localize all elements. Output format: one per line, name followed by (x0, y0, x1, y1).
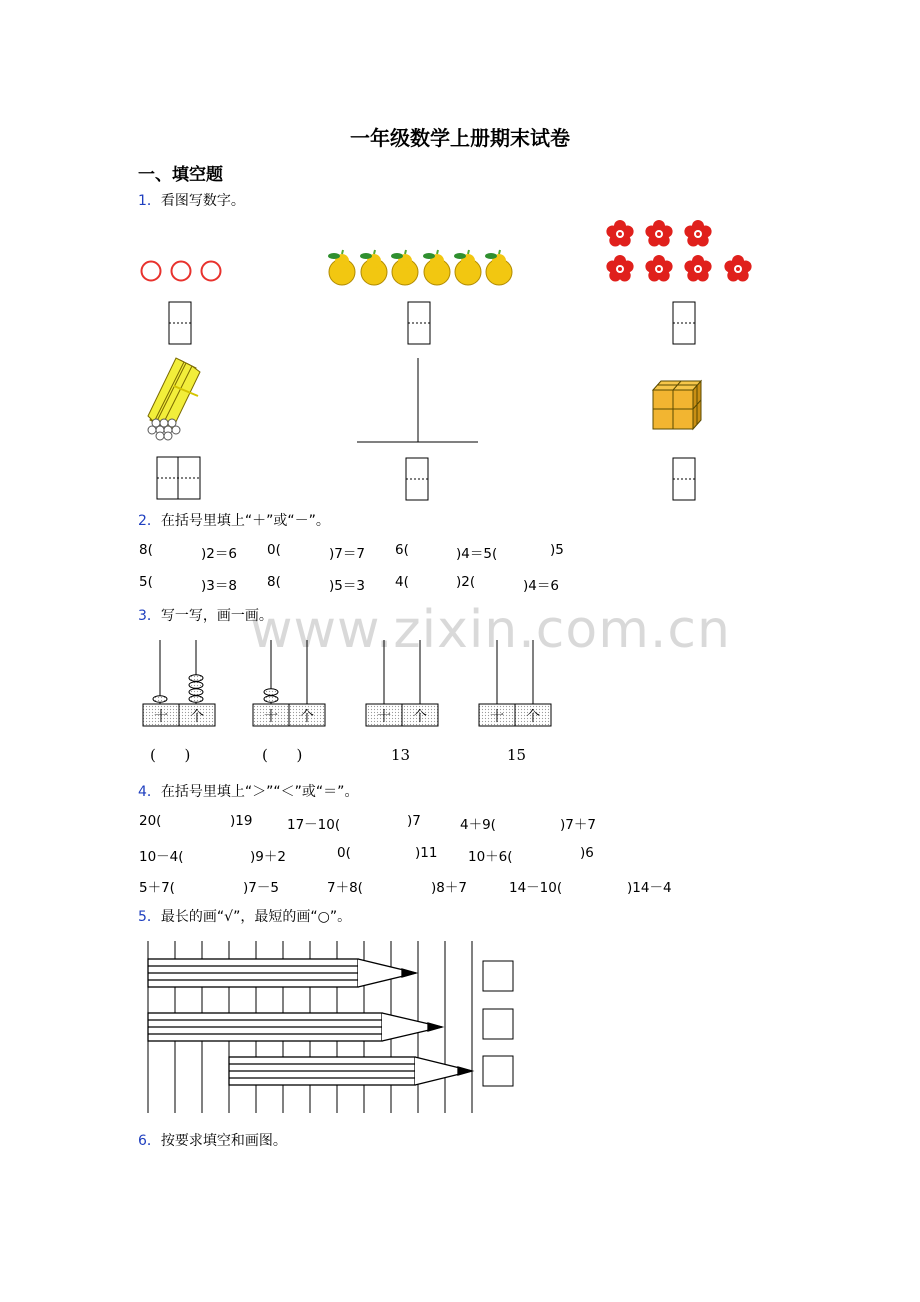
expr-part: 8( (267, 574, 281, 590)
ones-label: 个 (300, 709, 314, 725)
question-text: 在括号里填上“＞”“＜”或“＝”。 (160, 784, 359, 800)
section-heading: 一、填空题 (138, 165, 223, 185)
answer-boxes (483, 961, 513, 1086)
expr-part: )7－5 (243, 880, 279, 896)
expr-part: )7＝7 (329, 546, 365, 562)
pencil-3 (229, 1057, 472, 1085)
question-text: 看图写数字。 (160, 193, 245, 209)
expr-part: )2＝6 (201, 546, 237, 562)
expr-part: )3＝8 (201, 578, 237, 594)
ones-label: 个 (190, 709, 204, 725)
tens-label: 十 (264, 709, 278, 725)
pencils-figure (140, 935, 520, 1115)
expr-part: )14－4 (627, 880, 672, 896)
expr-part: 5＋7( (139, 880, 175, 896)
expr-part: 4＋9( (460, 817, 496, 833)
expr-part: )7 (407, 813, 421, 829)
expr-part: 0( (337, 845, 351, 861)
flowers-figure (606, 220, 751, 282)
watermark: www.zixin.com.cn (250, 600, 731, 660)
question-text: 在括号里填上“＋”或“－”。 (160, 513, 330, 529)
expr-part: )6 (580, 845, 594, 861)
answer-box (483, 961, 513, 991)
tens-label: 十 (377, 709, 391, 725)
expr-part: 14－10( (509, 880, 563, 896)
pears-figure (328, 250, 512, 285)
pencil-2 (148, 1013, 442, 1041)
question-number: 4． (138, 784, 161, 800)
q2-row-1 (0, 542, 920, 562)
expr-part: )8＋7 (431, 880, 467, 896)
abacus-answer-2: ( ) (262, 746, 303, 764)
answer-boxes-row-2 (157, 457, 695, 500)
question-5 (138, 906, 351, 926)
circle-shape (142, 262, 161, 281)
expr-part: 6( (395, 542, 409, 558)
circle-shape (172, 262, 191, 281)
question-number: 6． (138, 1133, 161, 1149)
answer-box (483, 1009, 513, 1039)
question-6 (138, 1130, 287, 1150)
expr-part: 8( (139, 542, 153, 558)
pencil-1 (148, 959, 416, 987)
question-number: 5． (138, 909, 161, 925)
question-3 (138, 605, 273, 625)
expr-part: )7＋7 (560, 817, 596, 833)
q4-row-1 (0, 813, 920, 833)
answer-boxes-row-1 (169, 302, 695, 344)
question-number: 1． (138, 193, 161, 209)
expr-part: )19 (230, 813, 253, 829)
question-text: 写一写，画一画。 (160, 608, 273, 624)
expr-part: )5＝3 (329, 578, 365, 594)
expr-part: 10－4( (139, 849, 184, 865)
ones-label: 个 (413, 709, 427, 725)
q2-row-2 (0, 574, 920, 594)
q4-row-2 (0, 845, 920, 865)
tens-label: 十 (490, 709, 504, 725)
page-title: 一年级数学上册期末试卷 (350, 126, 570, 150)
abacus-answer-3: 13 (391, 746, 411, 764)
expr-part: 10＋6( (468, 849, 513, 865)
expr-part: 17－10( (287, 817, 341, 833)
answer-box (483, 1056, 513, 1086)
expr-part: 20( (139, 813, 162, 829)
expr-part: )11 (415, 845, 438, 861)
abacus-answer-4: 15 (507, 746, 527, 764)
expr-part: )4＝5( (456, 546, 498, 562)
circle-shape (202, 262, 221, 281)
expr-part: 4( (395, 574, 409, 590)
expr-part: )2( (456, 574, 476, 590)
question-2 (138, 510, 330, 530)
stick-bundle-figure (148, 358, 200, 440)
expr-part: )5 (550, 542, 564, 558)
circles-figure (142, 262, 221, 281)
question-number: 3． (138, 608, 161, 624)
question-text: 最长的画“√”，最短的画“○”。 (160, 909, 352, 925)
q4-row-3 (0, 876, 920, 896)
question-text: 按要求填空和画图。 (160, 1133, 287, 1149)
tens-label: 十 (154, 709, 168, 725)
expr-part: 0( (267, 542, 281, 558)
question-number: 2． (138, 513, 161, 529)
ones-label: 个 (526, 709, 540, 725)
abacus-answer-1: ( ) (150, 746, 191, 764)
cube-figure (653, 381, 701, 429)
expr-part: 7＋8( (327, 880, 363, 896)
question-4 (138, 781, 358, 801)
expr-part: 5( (139, 574, 153, 590)
t-shape-figure (357, 358, 478, 442)
expr-part: )9＋2 (250, 849, 286, 865)
expr-part: )4＝6 (523, 578, 559, 594)
